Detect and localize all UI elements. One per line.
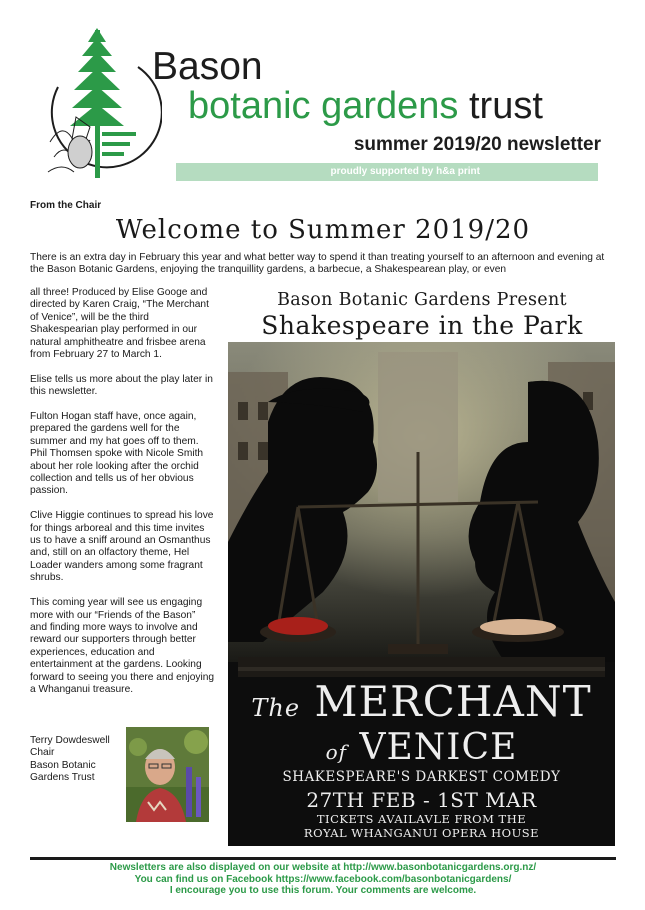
- sponsor-bar: proudly supported by h&a print: [176, 163, 598, 181]
- article-headline: Welcome to Summer 2019/20: [115, 215, 531, 245]
- play-poster: [228, 342, 615, 846]
- poster-heading: [228, 289, 616, 341]
- footer: [30, 862, 616, 897]
- chair-photo: [126, 727, 209, 822]
- signature-name: Terry Dowdeswell: [30, 735, 110, 746]
- masthead-title-line-2: [188, 86, 543, 126]
- signature-org: Bason Botanic: [30, 759, 96, 771]
- poster-heading-line-2: Shakespeare in the Park: [261, 311, 583, 340]
- poster-tickets-line-2: ROYAL WHANGANUI OPERA HOUSE: [303, 826, 540, 840]
- trust-logo: [40, 22, 162, 182]
- poster-tagline: SHAKESPEARE'S DARKEST COMEDY: [282, 769, 561, 785]
- masthead-title-green: botanic gardens: [188, 85, 459, 127]
- masthead-title-dark: trust: [468, 85, 543, 127]
- article-paragraph: Fulton Hogan staff have, once again, prepared the gardens well for the summer and my hat goes off to them. Phil Thomsen spoke with Nicole Smith about her role looking after the orchid collection and tells us of her obvious passion.: [30, 411, 204, 497]
- masthead-title-line-1: Bason: [152, 45, 263, 88]
- poster-title-merchant: [228, 677, 615, 726]
- footer-facebook-line: You can find us on Facebook https://www.facebook.com/basonbotanicgardens/: [134, 873, 512, 885]
- footer-invite-line: I encourage you to use this forum. Your comments are welcome.: [169, 885, 477, 897]
- article-intro: There is an extra day in February this year and what better way to spend it than treating yourself to an afternoon and evening at the Bason Botanic Gardens, enjoying the tranquillity gardens, a barbecue, a Shakespearean play, or even: [30, 252, 605, 276]
- article-paragraph: Elise tells us more about the play later in this newsletter.: [30, 373, 213, 398]
- article-column: [30, 287, 215, 696]
- signature-org: Gardens Trust: [30, 772, 95, 784]
- poster-title-merchant-word: MERCHANT: [314, 677, 592, 726]
- signature-role: Chair: [30, 747, 55, 759]
- logo-tree-icon: [40, 22, 162, 182]
- article-paragraph: This coming year will see us engaging more with our “Friends of the Bason” and finding more ways to involve and reward our supporters through better experiences, education and entertainment at the gardens. Looking forward to seeing you there and enjoying a Whanganui treasure.: [30, 597, 215, 695]
- newsletter-subtitle: summer 2019/20 newsletter: [353, 134, 601, 155]
- poster-title-venice-word: VENICE: [359, 727, 518, 768]
- poster-title-of: of: [325, 740, 348, 764]
- chair-portrait-image: [126, 727, 209, 822]
- poster-title-venice: [228, 727, 615, 768]
- article-paragraph: Clive Higgie continues to spread his love for things arboreal and this time invites us to have a sniff around an Osmanthus and, still on an olfactory theme, Hel Loader wanders among some fragrant shrubs.: [30, 510, 214, 584]
- signature-block: [30, 735, 130, 785]
- section-label: From the Chair: [30, 200, 102, 211]
- footer-rule: [30, 857, 616, 860]
- poster-tickets-line-1: TICKETS AVAILAVLE FROM THE: [316, 812, 527, 826]
- article-paragraph: all three! Produced by Elise Googe and directed by Karen Craig, “The Merchant of Venice”, will be the third Shakespearian play performed in our natural amphitheatre and frisbee arena from February 27 to March 1.: [30, 287, 209, 361]
- footer-website-line: Newsletters are also displayed on our website at http://www.basonbotanicgardens.org.nz/: [109, 862, 537, 873]
- poster-title-the: The: [251, 694, 301, 722]
- poster-dates: 27TH FEB - 1ST MAR: [306, 788, 537, 812]
- poster-heading-line-1: Bason Botanic Gardens Present: [277, 290, 567, 310]
